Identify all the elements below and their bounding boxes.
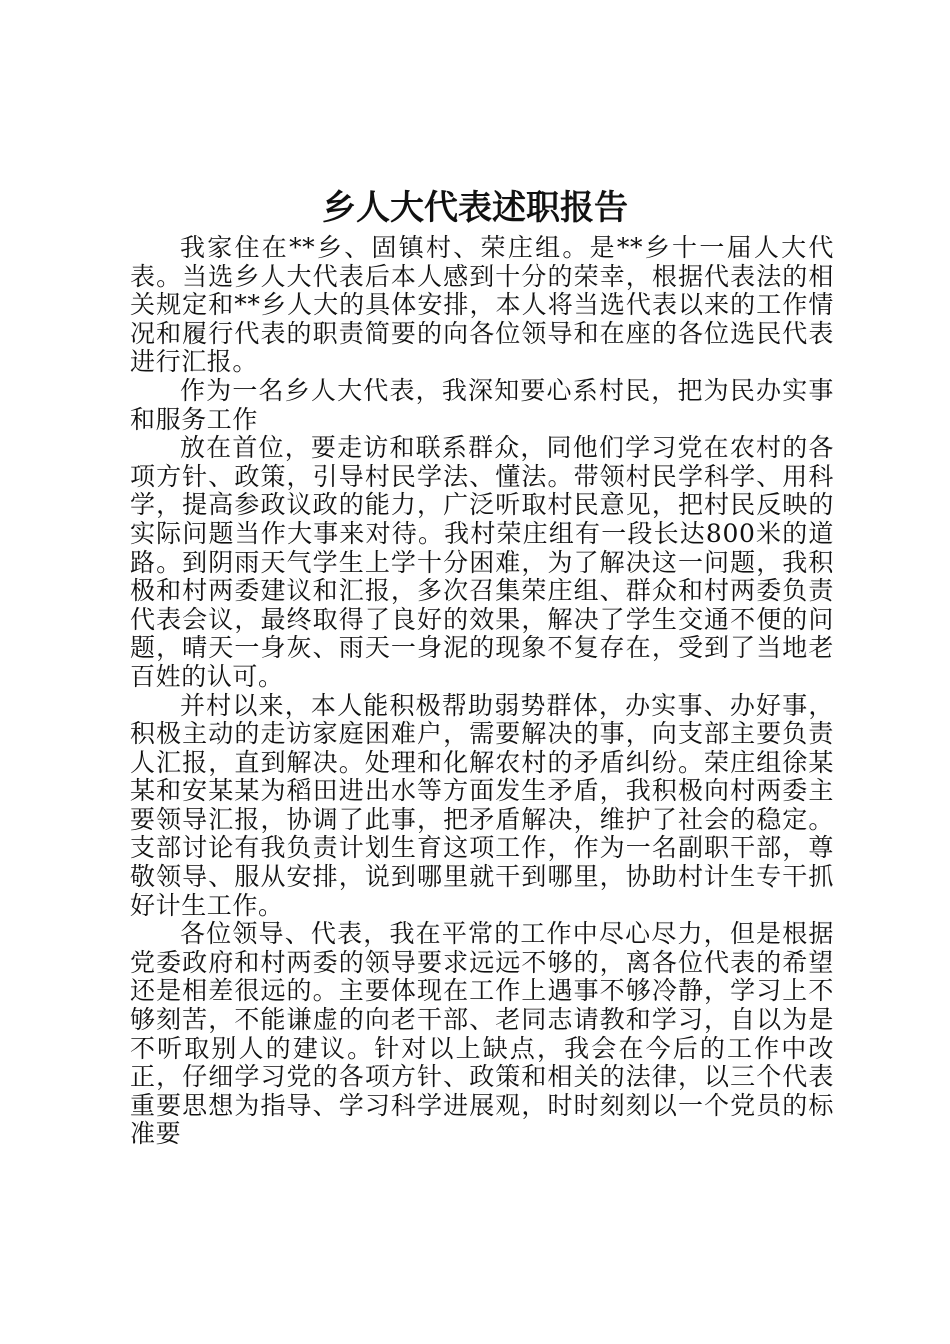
paragraph-role: 作为一名乡人大代表，我深知要心系村民，把为民办实事和服务工作: [130, 375, 834, 434]
paragraph-community-work: 并村以来，本人能积极帮助弱势群体，办实事、办好事，积极主动的走访家庭困难户，需要解决的事，向支部主要负责人汇报，直到解决。处理和化解农村的矛盾纠纷。荣庄组徐某某和安某某为稻田进出水等方面发生矛盾，我积极向村两委主要领导汇报，协调了此事，把矛盾解决，维护了社会的稳定。支部讨论有我负责计划生育这项工作，作为一名副职干部，尊敬领导、服从安排，说到哪里就干到哪里，协助村计生专干抓好计生工作。: [130, 690, 834, 920]
paragraph-intro: 我家住在**乡、固镇村、荣庄组。是**乡十一届人大代表。当选乡人大代表后本人感到十分的荣幸，根据代表法的相关规定和**乡人大的具体安排，本人将当选代表以来的工作情况和履行代表的职责简要的向各位领导和在座的各位选民代表进行汇报。: [130, 233, 834, 377]
paragraph-shortcomings: 各位领导、代表，我在平常的工作中尽心尽力，但是根据党委政府和村两委的领导要求远远不够的，离各位代表的希望还是相差很远的。主要体现在工作上遇事不够冷静，学习上不够刻苦，不能谦虚的向老干部、老同志请教和学习，自以为是不听取别人的建议。针对以上缺点，我会在今后的工作中改正，仔细学习党的各项方针、政策和相关的法律，以三个代表重要思想为指导、学习科学进展观，时时刻刻以一个党员的标准要: [130, 919, 834, 1149]
document-title: 乡人大代表述职报告: [322, 188, 628, 228]
paragraph-road-project: 放在首位，要走访和联系群众，同他们学习党在农村的各项方针、政策，引导村民学法、懂法。带领村民学科学、用科学，提高参政议政的能力，广泛听取村民意见，把村民反映的实际问题当作大事来对待。我村荣庄组有一段长达800米的道路。到阴雨天气学生上学十分困难，为了解决这一问题，我积极和村两委建议和汇报，多次召集荣庄组、群众和村两委负责代表会议，最终取得了良好的效果，解决了学生交通不便的问题，晴天一身灰、雨天一身泥的现象不复存在，受到了当地老百姓的认可。: [130, 433, 834, 691]
document-body: [130, 234, 834, 1149]
